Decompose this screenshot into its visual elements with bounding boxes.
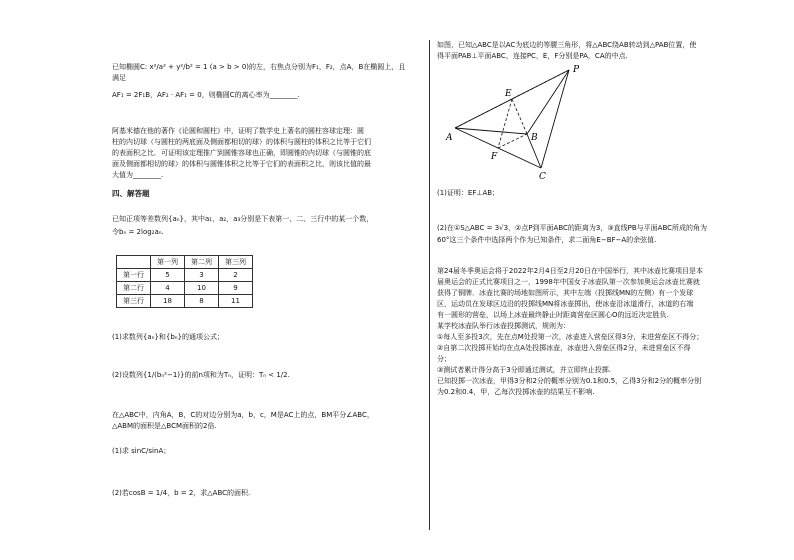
table-cell: 第三行: [117, 295, 151, 308]
q18-line2: △ABM的面积是△BCM面积的2倍.: [112, 422, 217, 430]
table-cell: 3: [185, 269, 219, 282]
table-cell: 第二行: [117, 282, 151, 295]
table-header-cell: 第三列: [219, 256, 253, 269]
cylinder-question-line4: 面及侧面都相切的球）的体积与圆锥体积之比等于它们的表面积之比，则该比值的最: [112, 160, 371, 168]
q20-line11: 已知投掷一次冰壶，甲得3分和2分的概率分别为0.1和0.5，乙得3分和2分的概率分别: [437, 377, 702, 385]
q19-part2-line2: 60°这三个条件中选择两个作为已知条件，求二面角E−BF−A的余弦值.: [437, 236, 657, 244]
q20-line2: 届奥运会的正式比赛项目之一，1998年中国女子冰壶队第一次参加奥运会冰壶比赛就: [437, 278, 700, 286]
label-P: P: [573, 65, 580, 75]
label-C: C: [539, 172, 546, 180]
q18-part2: (2)若cosB = 1/4，b = 2，求△ABC的面积.: [112, 489, 251, 497]
table-header-cell: [117, 256, 151, 269]
ellipse-question-line1: 已知椭圆C: x²/a² + y²/b² = 1 (a > b > 0)的左，右焦点分别为F₁，F₂，点A，B在椭圆上，且满足: [112, 63, 406, 82]
table-row: [117, 295, 253, 308]
table-row: [117, 282, 253, 295]
table-cell: 10: [185, 282, 219, 295]
ellipse-question-line2: AF₁ = 2F₁B，AF₂ · AF₁ = 0，则椭圆C的离心率为________.: [112, 91, 300, 99]
label-B: B: [531, 133, 538, 143]
table-cell: 5: [151, 269, 185, 282]
q17-line2: 令bₙ = 2log₂aₙ.: [112, 228, 164, 236]
q20-line9: 分；: [437, 355, 451, 363]
table-cell: 8: [185, 295, 219, 308]
q19-part2-line1: (2)在①S△ABC = 3√3，②点P到平面ABC的距离为3，③直线PB与平面ABC所成的角为: [437, 224, 708, 232]
table-header-row: [117, 256, 253, 269]
table-header-cell: 第一列: [151, 256, 185, 269]
cylinder-question-line5: 大值为________.: [112, 171, 164, 179]
table-cell: 4: [151, 282, 185, 295]
q20-line6: 某学校冰壶队举行冰壶投掷测试，规则为：: [437, 322, 570, 330]
q19-part1: (1)证明：EF⊥AB；: [437, 189, 500, 197]
q20-line5: 有一圆形的营垒，以场上冰壶最终静止时距离营垒区圆心O的远近决定胜负.: [437, 311, 669, 319]
cylinder-question-line1: 阿基米德在他的著作《论圆和圆柱》中，证明了数学史上著名的圆柱容球定理：圆: [112, 127, 364, 135]
q20-line3: 获得了铜牌．冰壶比赛的场地如图所示，其中左端（投掷线MN的左侧）有一个发球: [437, 289, 694, 297]
q19-line2: 得平面PAB⊥平面ABC，连接PC，E，F分别是PA，CA的中点.: [437, 52, 628, 60]
table-cell: 2: [219, 269, 253, 282]
q18-part1: (1)求 sinC/sinA；: [112, 447, 171, 455]
q20-line12: 为0.2和0.4，甲，乙每次投掷冰壶的结果互不影响.: [437, 388, 595, 396]
number-table: [116, 255, 253, 308]
label-A: A: [446, 133, 453, 143]
q19-line1: 如图，已知△ABC是以AC为底边的等腰三角形，将△ABC绕AB转动到△PAB位置，使: [437, 41, 697, 49]
table-cell: 18: [151, 295, 185, 308]
q18-line1: 在△ABC中，内角A，B，C的对边分别为a，b，c，M是AC上的点，BM平分∠ABC，: [112, 411, 374, 419]
table-cell: 11: [219, 295, 253, 308]
q17-line1: 已知正项等差数列{aₙ}，其中a₁，a₂，a₃分别是下表第一、二、三行中的某一个数，: [112, 215, 374, 223]
q17-part1: (1)求数列{aₙ}和{bₙ}的通项公式；: [112, 333, 225, 341]
q20-line4: 区，运动员在发球区边沿的投掷线MN将冰壶掷出，使冰壶沿冰道滑行，冰道的右端: [437, 300, 694, 308]
q20-line8: ②自第二次投掷开始均在点A处投掷冰壶，冰壶进入营垒区得2分，未进营垒区不得: [437, 344, 691, 352]
table-header-cell: 第二列: [185, 256, 219, 269]
label-F: F: [491, 152, 498, 162]
table-cell: 9: [219, 282, 253, 295]
q20-line7: ①每人至多投3次，先在点M处投第一次，冰壶进入营垒区得3分，未进营垒区不得分；: [437, 333, 704, 341]
section-heading: 四、解答题: [112, 189, 150, 198]
pyramid-figure: [445, 62, 595, 180]
table-cell: 第一行: [117, 269, 151, 282]
q20-line1: 第24届冬季奥运会将于2022年2月4日至2月20日在中国举行，其中冰壶比赛项目是本: [437, 267, 703, 275]
q17-part2: (2)设数列{1/(bₙ²−1)}的前n项和为Tₙ，证明：Tₙ < 1/2.: [112, 371, 290, 379]
label-E: E: [505, 89, 512, 99]
column-divider: [429, 40, 430, 530]
table-row: [117, 269, 253, 282]
cylinder-question-line2: 柱的内切球（与圆柱的两底面及侧面都相切的球）的体积与圆柱的体积之比等于它们: [112, 138, 371, 146]
cylinder-question-line3: 的表面积之比．可证明该定理推广到圆锥容球也正确，即圆锥的内切球（与圆锥的底: [112, 149, 371, 157]
q20-line10: ③测试者累计得分高于3分即通过测试，并立即终止投掷.: [437, 366, 611, 374]
